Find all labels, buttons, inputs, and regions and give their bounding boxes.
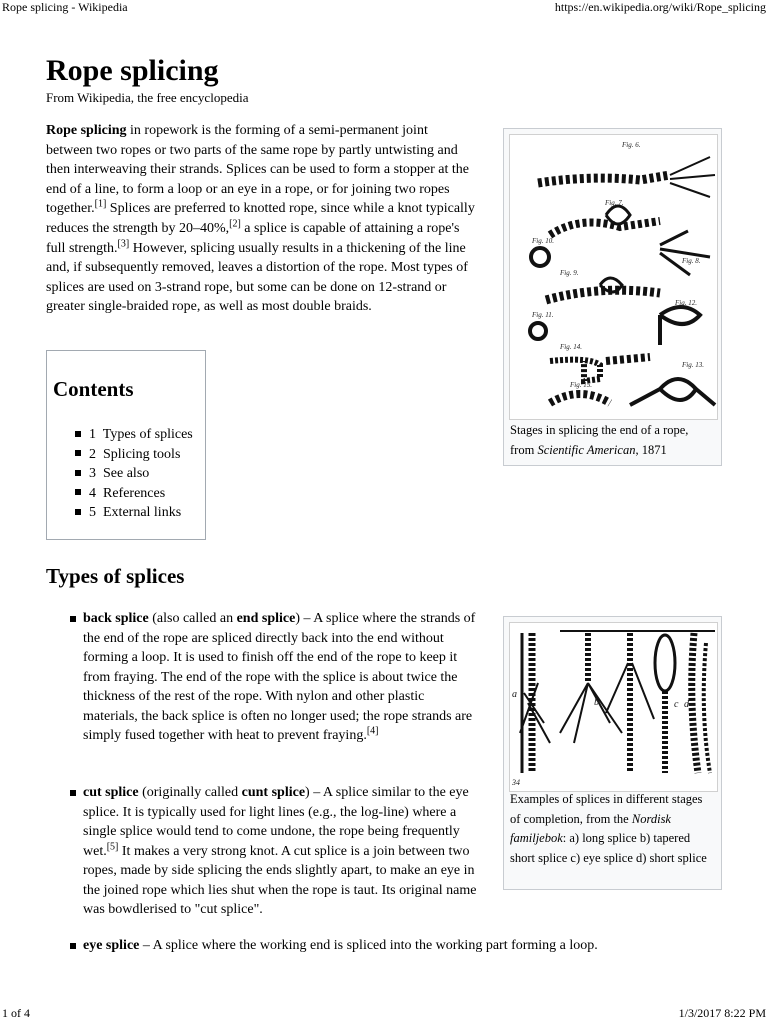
site-tagline: From Wikipedia, the free encyclopedia (46, 90, 249, 105)
reference-link-4[interactable]: [4] (366, 725, 379, 737)
bullet-icon (70, 790, 76, 796)
fig-label: Fig. 7. (605, 199, 624, 207)
fig-label: Fig. 10. (532, 237, 554, 245)
rope-illustration-svg (510, 135, 717, 419)
splice-examples-svg (510, 623, 717, 791)
toc-item[interactable]: 5 External links (75, 503, 193, 523)
lead-term: Rope splicing (46, 123, 127, 138)
toc-item[interactable]: 4 References (75, 484, 193, 504)
bullet-icon (75, 470, 81, 476)
reference-link-3[interactable]: [3] (117, 237, 130, 249)
splice-examples-illustration[interactable] (509, 622, 718, 792)
fig-label: Fig. 12. (675, 299, 697, 307)
toc-item[interactable]: 1 Types of splices (75, 425, 193, 445)
figure-caption: Stages in splicing the end of a rope, from Scientific American, 1871 (510, 423, 689, 457)
fig-label: Fig. 6. (622, 141, 641, 149)
splicing-stages-illustration[interactable] (509, 134, 718, 420)
table-of-contents (46, 350, 206, 540)
print-url[interactable]: https://en.wikipedia.org/wiki/Rope_splicing (554, 0, 766, 14)
splice-letter-a: a (512, 689, 517, 700)
caption-source-link[interactable]: Scientific American (537, 442, 636, 457)
print-footer (0, 1004, 768, 1024)
section-heading-types: Types of splices (46, 564, 185, 588)
lead-paragraph: Rope splicing in ropework is the forming of a semi-permanent joint between two ropes or two parts of the same rope by partly untwisting and then interweaving their strands. Splices can be used to form a stopper at the end of a line, to form a loop or an eye in a rope, or for joining two ropes together.[1] Splices are preferred to knotted rope, since while a knot typically reduces the strength by 20–40%,[2] a splice is capable of attaining a rope's full strength.[3] However, splicing usually results in a thickening of the line and, if subsequently removed, leaves a distortion of the rope. Most types of splices are used on 3-strand rope, but some can be done on 12-strand or greater single-braided rope, as well as most double braids. (46, 123, 475, 315)
list-item-back-splice: back splice (also called an end splice) – A splice where the strands of the end of the rope are spliced directly back into the end without forming a loop. It is used to finish off the end of the rope to keep it from fraying. The end of the rope with the splice is about twice the thickness of the rest of the rope. With nylon and other plastic materials, the back splice is often no longer used; the rope strands are simply fused together with heat to prevent fraying.[4] (70, 609, 480, 746)
bullet-icon (75, 431, 81, 437)
reference-link-1[interactable]: [1] (94, 198, 107, 210)
term-cut-splice: cut splice (83, 785, 139, 800)
toc-list (75, 425, 193, 523)
fig-label: Fig. 9. (560, 269, 579, 277)
page-title: Rope splicing (46, 54, 219, 87)
splice-letter-b: b (594, 697, 599, 708)
print-header (0, 0, 768, 16)
figure-splice-examples (503, 616, 722, 890)
bullet-icon (70, 616, 76, 622)
bullet-icon (75, 509, 81, 515)
bullet-icon (75, 450, 81, 456)
term-end-splice: end splice (236, 611, 296, 626)
list-item-eye-splice: eye splice – A splice where the working end is spliced into the working part forming a loop. (70, 936, 720, 956)
fig-label: Fig. 13. (682, 361, 704, 369)
list-item-cut-splice: cut splice (originally called cunt splice) – A splice similar to the eye splice. It is typically used for light lines (e.g., the log-line) where a single splice would tend to come undone, the rope being frequently wet.[5] It makes a very strong knot. A cut splice is a join between two ropes, made by side splicing the ends slightly apart, to make an eye in the joined rope which lies shut when the rope is taut. Its original name was bowdlerised to "cut splice". (70, 783, 480, 920)
figure-splicing-stages (503, 128, 722, 466)
toc-item[interactable]: 3 See also (75, 464, 193, 484)
print-page-title: Rope splicing - Wikipedia (2, 0, 128, 14)
caption-source-link[interactable]: Nordisk familjebok (510, 811, 671, 845)
fig-label: Fig. 8. (682, 257, 701, 265)
splice-letter-c: c (674, 699, 679, 710)
toc-item[interactable]: 2 Splicing tools (75, 445, 193, 465)
term-back-splice: back splice (83, 611, 149, 626)
bullet-icon (75, 489, 81, 495)
reference-link-2[interactable]: [2] (229, 218, 241, 230)
print-datetime: 1/3/2017 8:22 PM (678, 1006, 766, 1020)
fig-label: Fig. 14. (560, 343, 582, 351)
figure-caption: Examples of splices in different stages of completion, from the Nordisk familjebok: a) long splice b) tapered short splice c) eye splice d) short splice (510, 792, 707, 865)
term-eye-splice[interactable]: eye splice (83, 938, 140, 953)
reference-link-5[interactable]: [5] (106, 840, 119, 852)
fig-label: Fig. 11. (532, 311, 554, 319)
term-cunt-splice: cunt splice (241, 785, 306, 800)
bullet-icon (70, 943, 76, 949)
splice-letter-d: d (684, 699, 689, 710)
toc-title: Contents (53, 377, 134, 401)
plate-number: 34 (512, 778, 520, 787)
page-counter: 1 of 4 (2, 1006, 30, 1020)
fig-label: Fig. 15. (570, 381, 592, 389)
